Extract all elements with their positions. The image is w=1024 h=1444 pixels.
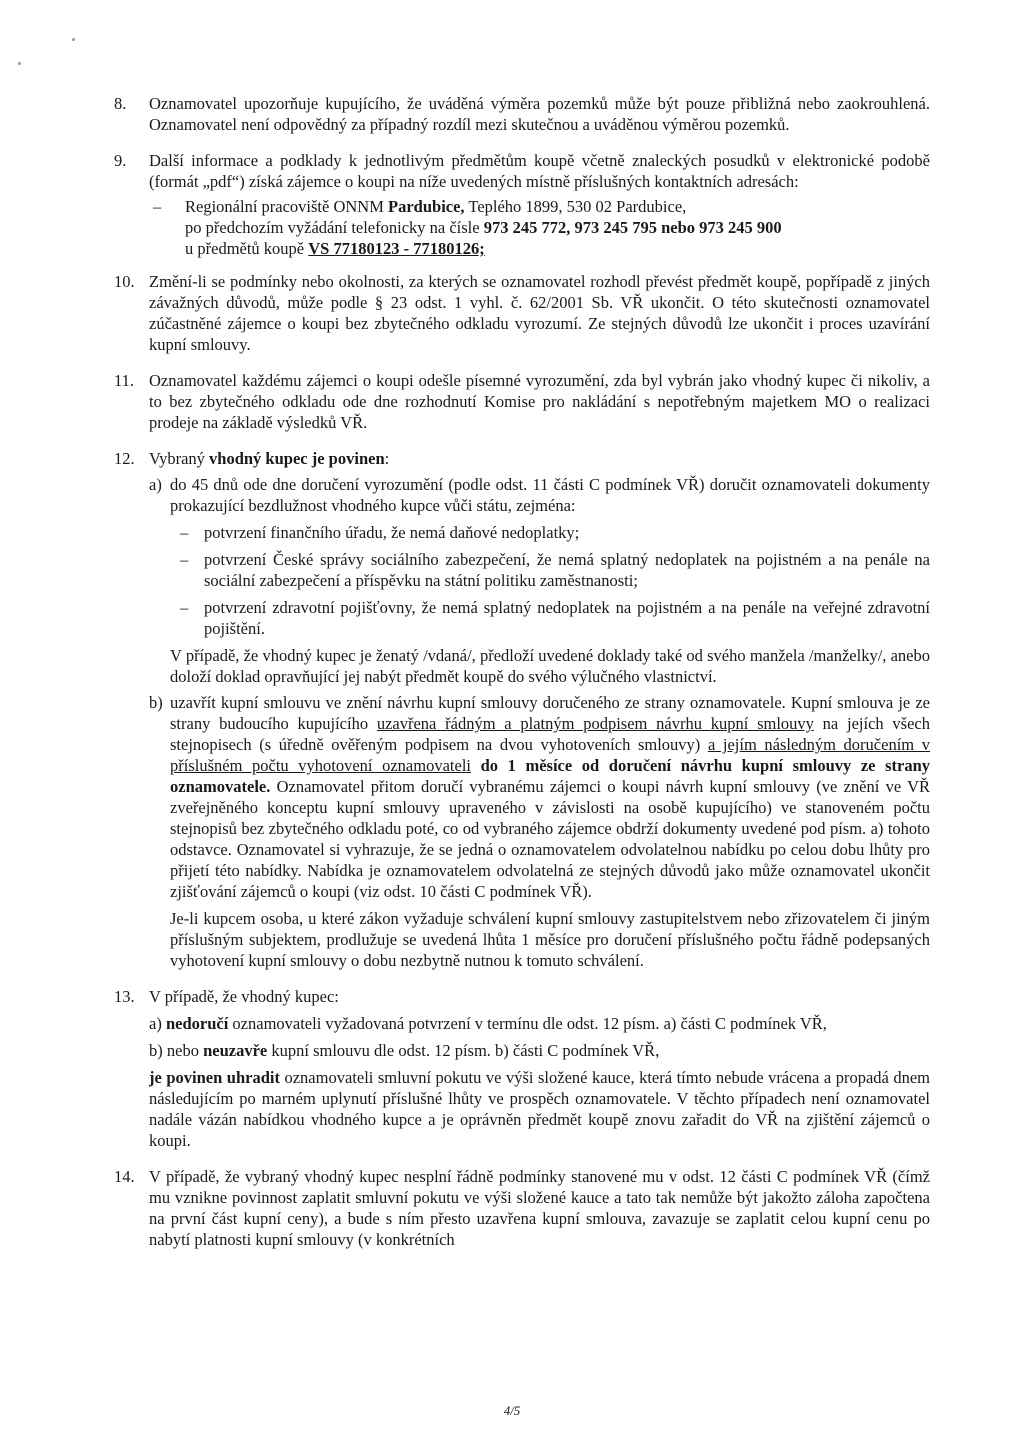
document-item: – potvrzení České správy sociálního zabezpečení, že nemá splatný nedoplatek na pojistném a na penále na sociální zabezpečení a příspěvku na státní politiku zaměstnanosti;: [170, 549, 930, 591]
paragraph-11: [114, 370, 930, 433]
contact-city: Pardubice,: [388, 197, 465, 216]
paragraph-14: [114, 1166, 930, 1250]
paragraph-text: V případě, že vybraný vhodný kupec nesplní řádně podmínky stanovené mu v odst. 12 části C podmínek VŘ (čímž mu vznikne povinnost zaplatit smluvní pokutu ve výši složené kauce a tato tak nemůže být jakožto záloha započtena na první část kupní ceny), a bude s ním přesto uzavřena kupní smlouva, zavazuje se zaplatit celou kupní cenu po nabytí platnosti kupní smlouvy (v konkrétních: [149, 1167, 930, 1249]
condition-b: b) nebo neuzavře kupní smlouvu dle odst. 12 písm. b) části C podmínek VŘ,: [149, 1041, 660, 1060]
page-number: 4/5: [503, 1403, 521, 1418]
paragraph-12-list: [149, 474, 930, 971]
subitem-text: do 45 dnů ode dne doručení vyrozumění (podle odst. 11 části C podmínek VŘ) doručit oznamovateli dokumenty prokazující bezdlužnost vhodného kupce vůči státu, zejména:: [170, 475, 930, 515]
paragraph-13-body: [149, 1013, 930, 1151]
paragraph-number: 13.: [114, 987, 135, 1006]
paragraph-number: 8.: [114, 94, 127, 113]
paragraph-number: 11.: [114, 371, 135, 390]
paragraph-number: 14.: [114, 1167, 135, 1186]
scan-speck: [18, 62, 21, 65]
paragraph-text: Oznamovatel upozorňuje kupujícího, že uváděná výměra pozemků může být pouze přibližná nebo zaokrouhlená. Oznamovatel není odpovědný za případný rozdíl mezi skutečnou a uváděnou výměrou pozemků.: [149, 94, 930, 134]
paragraph-9: [114, 150, 930, 259]
contact-list: [149, 196, 930, 259]
contact-phones: 973 245 772, 973 245 795 nebo 973 245 900: [483, 218, 782, 237]
document-item: – potvrzení zdravotní pojišťovny, že nemá splatný nedoplatek na pojistném a na penále na veřejné zdravotní pojištění.: [170, 597, 930, 639]
paragraph-text: Další informace a podklady k jednotlivým předmětům koupě včetně znaleckých posudků v elektronické podobě (formát „pdf“) získá zájemce o koupi na níže uvedených místně příslušných kontaktních adresách:: [149, 151, 930, 191]
condition-a: a) nedoručí oznamovateli vyžadovaná potvrzení v termínu dle odst. 12 písm. a) části C podmínek VŘ,: [149, 1014, 827, 1033]
paragraph-number: 10.: [114, 272, 135, 291]
paragraph-8: [114, 93, 930, 135]
contact-vs-range: VS 77180123 - 77180126;: [308, 239, 485, 258]
underlined-clause: a jejím následným doručením v příslušném počtu vyhotovení oznamovateli: [170, 735, 930, 775]
subitem-note: V případě, že vhodný kupec je ženatý /vdaná/, předloží uvedené doklady také od svého manžela /manželky/, anebo doloží doklad opravňující jej nabýt předmět koupě do svého výlučného vlastnictví.: [170, 646, 930, 686]
paragraph-13: [114, 986, 930, 1151]
subitem-note: Je-li kupcem osoba, u které zákon vyžaduje schválení kupní smlouvy zastupitelstvem nebo zřizovatelem či jiným příslušným subjektem, prodlužuje se uvedená lhůta 1 měsíce pro doručení příslušného počtu řádně podepsaných vyhotovení kupní smlouvy o dobu nezbytně nutnou k tomuto schválení.: [170, 909, 930, 970]
deadline-text: do 1 měsíce od doručení návrhu kupní smlouvy ze strany oznamovatele.: [170, 756, 930, 796]
paragraph-lead: V případě, že vhodný kupec:: [149, 987, 339, 1006]
underlined-clause: uzavřena řádným a platným podpisem návrhu kupní smlouvy: [376, 714, 814, 733]
paragraph-number: 9.: [114, 151, 127, 170]
paragraph-lead: Vybraný vhodný kupec je povinen:: [149, 449, 390, 468]
subitem-label: a): [149, 475, 162, 494]
paragraph-12: [114, 448, 930, 971]
document-item: – potvrzení finančního úřadu, že nemá daňové nedoplatky;: [170, 522, 930, 543]
scan-speck: [72, 38, 75, 41]
paragraph-10: [114, 271, 930, 355]
subitem-label: b): [149, 693, 163, 712]
paragraph-text: Oznamovatel každému zájemci o koupi odešle písemné vyrozumění, zda byl vybrán jako vhodný kupec či nikoliv, a to bez zbytečného odkladu ode dne rozhodnutí Komise pro nakládání s nepotřebným majetkem MO o realizaci prodeje na základě výsledků VŘ.: [149, 371, 930, 432]
paragraph-text: Změní-li se podmínky nebo okolnosti, za kterých se oznamovatel rozhodl převést předmět koupě, popřípadě z jiných závažných důvodů, může podle § 23 odst. 1 vyhl. č. 62/2001 Sb. VŘ ukončit. O této skutečnosti oznamovatel zúčastněné zájemce o koupi bez zbytečného odkladu vyrozumí. Ze stejných důvodů lze ukončit i proces uzavírání kupní smlouvy.: [149, 272, 930, 354]
contact-item: – Regionální pracoviště ONNM Pardubice, Teplého 1899, 530 02 Pardubice, po předchozím vyžádání telefonicky na čísle 973 245 772, 973 245 795 nebo 973 245 900 u předmětů koupě VS 77180123 - 77180126;: [149, 196, 930, 259]
penalty-clause: je povinen uhradit oznamovateli smluvní pokutu ve výši složené kauce, která tímto nebude vrácena a propadá dnem následujícím po marném uplynutí příslušné lhůty ve prospěch oznamovatele. V těchto případech není oznamovatel nadále vázán nabídkou vhodného kupce a je oprávněn předmět koupě znovu zařadit do VŘ na zjištění zájemců o koupi.: [149, 1068, 931, 1150]
paragraph-number: 12.: [114, 449, 135, 468]
subitem-a: [149, 474, 930, 687]
subitem-b: b) uzavřít kupní smlouvu ve znění návrhu kupní smlouvy doručeného ze strany oznamovatele. Kupní smlouva je ze strany budoucího kupujícího uzavřena řádným a platným podpisem návrhu kupní smlouvy na jejích všech stejnopisech (s úředně ověřeným podpisem na dvou vyhotoveních smlouvy) a jejím následným doručením v příslušném počtu vyhotovení oznamovateli do 1 měsíce od doručení návrhu kupní smlouvy ze strany oznamovatele. Oznamovatel přitom doručí vybranému zájemci o koupi návrh kupní smlouvy (ve znění ve VŘ zveřejněného konceptu kupní smlouvy upraveného v závislosti na osobě kupujícího) ve stanoveném počtu stejnopisů bez zbytečného odkladu poté, co od vybraného zájemce obdrží dokumenty uvedené pod písm. a) tohoto odstavce. Oznamovatel si vyhrazuje, že se jedná o oznamovatelem odvolatelnou nabídku po celou dobu lhůty pro přijetí této nabídky. Nabídka je oznamovatelem odvolatelná ze stejných důvodů jako může oznamovatel ukončit zjišťování zájemců o koupi (viz odst. 10 části C podmínek VŘ). Je-li kupcem osoba, u které zákon vyžaduje schválení kupní smlouvy zastupitelstvem nebo zřizovatelem či jiným příslušným subjektem, prodlužuje se uvedená lhůta 1 měsíce pro doručení příslušného počtu řádně podepsaných vyhotovení kupní smlouvy o dobu nezbytně nutnou k tomuto schválení.: [149, 693, 930, 970]
